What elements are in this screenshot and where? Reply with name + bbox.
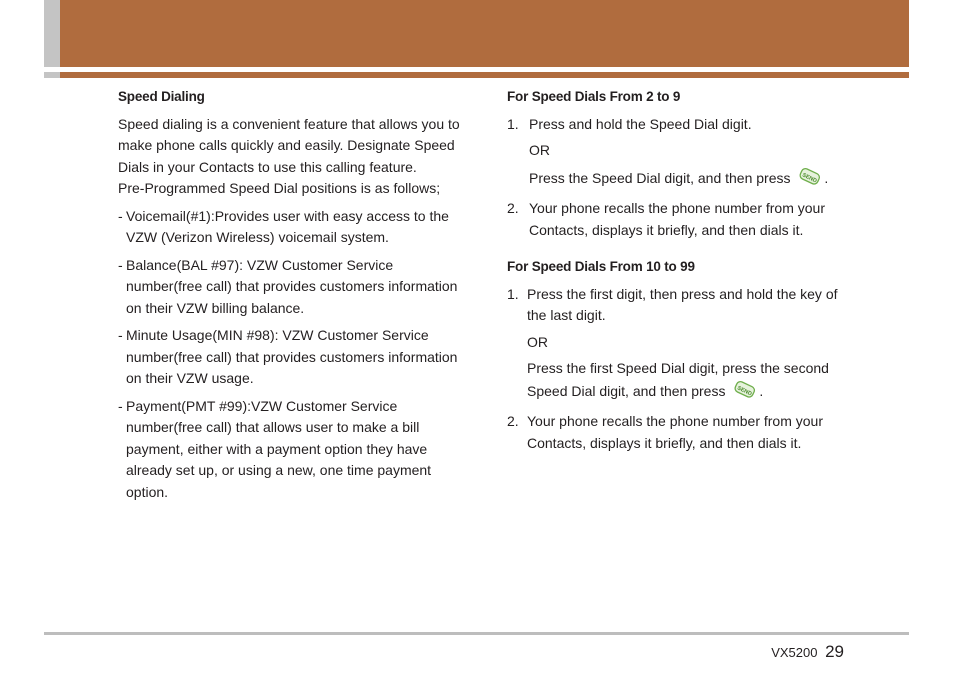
header-tab (44, 0, 60, 67)
send-key-icon (733, 380, 757, 407)
header-rule (60, 72, 909, 78)
section-title: Speed Dialing (118, 89, 205, 104)
list-item: - Minute Usage(MIN #98): VZW Customer Service number(free call) that provides customers information on their VZW usage. (118, 327, 458, 386)
intro-paragraph: Speed dialing is a convenient feature that allows you to make phone calls quickly and easily. Designate Speed Dials in your Contacts to use this calling feature. Pre-Programmed Speed Dial positions is as follows; (118, 115, 460, 196)
model-name: VX5200 (771, 645, 818, 660)
list-item: - Voicemail(#1):Provides user with easy access to the VZW (Verizon Wireless) voicemail system. (118, 207, 449, 245)
right-column (507, 86, 852, 459)
page-footer (771, 642, 844, 662)
step-item: 1. Press and hold the Speed Dial digit. OR Press the Speed Dial digit, and then press SEND . (507, 114, 852, 194)
section-title-2-to-9: For Speed Dials From 2 to 9 (507, 89, 681, 104)
header-banner (60, 0, 909, 67)
footer-rule (44, 632, 909, 635)
step-item: 2. Your phone recalls the phone number from your Contacts, displays it briefly, and then dials it. (507, 413, 823, 451)
list-item: - Payment(PMT #99):VZW Customer Service number(free call) that allows user to make a bill payment, either with a payment option they have already set up, or using a new, one time payment option. (118, 397, 432, 500)
step-item: 1. Press the first digit, then press and hold the key of the last digit. OR Press the first Speed Dial digit, press the second Speed Dial digit, and then press SEND . (507, 284, 852, 407)
step-item: 2. Your phone recalls the phone number from your Contacts, displays it briefly, and then dials it. (507, 200, 825, 238)
svg-text:SEND: SEND (801, 171, 818, 184)
section-title-10-to-99: For Speed Dials From 10 to 99 (507, 259, 695, 274)
list-item: - Balance(BAL #97): VZW Customer Service number(free call) that provides customers information on their VZW billing balance. (118, 256, 458, 316)
send-key-icon (798, 167, 822, 194)
left-column (118, 86, 463, 509)
svg-text:SEND: SEND (736, 384, 753, 397)
page-number: 29 (825, 642, 844, 661)
header-rule-tab (44, 72, 60, 78)
or-label: OR (529, 142, 550, 158)
or-label: OR (527, 333, 548, 350)
